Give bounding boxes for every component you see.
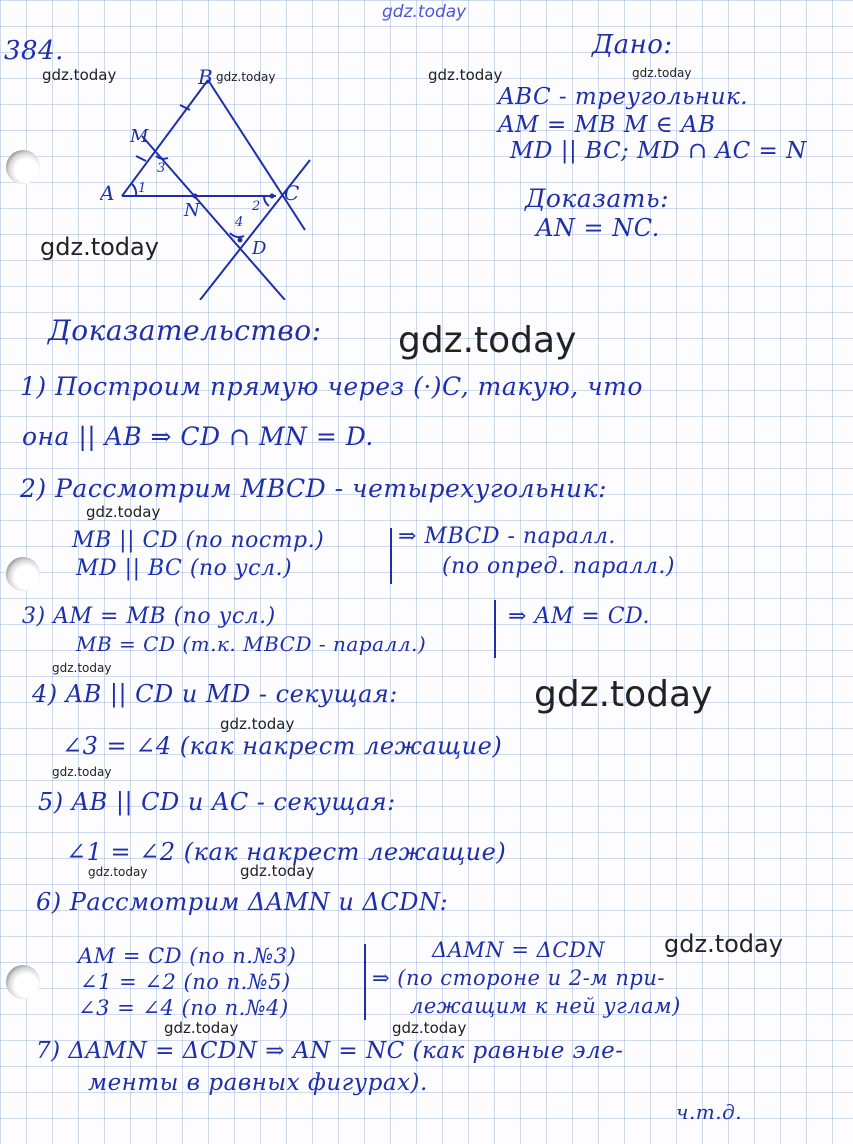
watermark: gdz.today bbox=[88, 865, 148, 879]
angle-2: 2 bbox=[252, 199, 261, 214]
given-line-1: ABC - треугольник. bbox=[498, 84, 749, 110]
label-A: A bbox=[100, 181, 115, 205]
label-D: D bbox=[252, 238, 267, 259]
watermark: gdz.today bbox=[220, 715, 295, 733]
watermark: gdz.today bbox=[42, 66, 117, 84]
step-3-c: ⇒ AM = CD. bbox=[508, 604, 650, 629]
step-5-line-2: ∠1 = ∠2 (как накрест лежащие) bbox=[66, 838, 507, 866]
step-6-line-1: 6) Рассмотрим ΔAMN и ΔCDN: bbox=[36, 888, 449, 916]
watermark: gdz.today bbox=[664, 930, 783, 958]
label-M: M bbox=[130, 126, 149, 147]
brace bbox=[390, 528, 392, 584]
step-7-line-1: 7) ΔAMN = ΔCDN ⇒ AN = NC (как равные эле- bbox=[36, 1038, 624, 1064]
watermark: gdz.today bbox=[240, 862, 315, 880]
angle-1: 1 bbox=[138, 181, 147, 196]
watermark: gdz.today bbox=[40, 233, 159, 261]
watermark: gdz.today bbox=[86, 503, 161, 521]
watermark: gdz.today bbox=[632, 66, 692, 80]
binder-hole bbox=[6, 557, 40, 591]
prove-line: AN = NC. bbox=[536, 214, 660, 242]
label-B: B bbox=[198, 65, 213, 89]
step-6-e: ⇒ (по стороне и 2-м при- bbox=[372, 966, 665, 990]
watermark: gdz.today bbox=[392, 1019, 467, 1037]
brace bbox=[364, 944, 366, 1020]
label-N: N bbox=[184, 200, 200, 221]
step-4-line-2: ∠3 = ∠4 (как накрест лежащие) bbox=[62, 732, 503, 760]
proof-title: Доказательство: bbox=[48, 314, 322, 347]
step-4-line-1: 4) AB || CD и MD - секущая: bbox=[32, 680, 398, 708]
step-7-line-2: менты в равных фигурах). bbox=[88, 1070, 428, 1096]
watermark: gdz.today bbox=[216, 70, 276, 84]
binder-hole bbox=[6, 150, 40, 184]
step-6-a: AM = CD (по п.№3) bbox=[78, 944, 297, 968]
step-3-b: MB = CD (т.к. MBCD - паралл.) bbox=[76, 632, 427, 656]
given-title: Дано: bbox=[592, 30, 673, 60]
step-2-line-1: 2) Рассмотрим MBCD - четырехугольник: bbox=[20, 474, 607, 503]
brace bbox=[494, 600, 496, 658]
watermark: gdz.today bbox=[52, 661, 112, 675]
step-3-a: 3) AM = MB (по усл.) bbox=[22, 604, 276, 629]
triangle-figure bbox=[100, 60, 420, 300]
binder-hole bbox=[6, 965, 40, 999]
angle-3: 3 bbox=[157, 161, 166, 176]
watermark: gdz.today bbox=[534, 674, 713, 715]
qed: ч.т.д. bbox=[676, 1100, 743, 1124]
step-6-b: ∠1 = ∠2 (по п.№5) bbox=[80, 970, 291, 994]
step-2-d: (по опред. паралл.) bbox=[442, 554, 676, 579]
prove-title: Доказать: bbox=[525, 184, 669, 213]
watermark: gdz.today bbox=[428, 66, 503, 84]
watermark: gdz.today bbox=[52, 765, 112, 779]
angle-4: 4 bbox=[235, 215, 244, 230]
given-line-2: AM = MB M ∈ AB bbox=[498, 112, 716, 138]
step-6-d: ΔAMN = ΔCDN bbox=[432, 938, 606, 962]
watermark: gdz.today bbox=[398, 320, 577, 361]
step-2-a: MB || CD (по постр.) bbox=[72, 528, 325, 553]
header-watermark: gdz.today bbox=[382, 2, 467, 22]
given-line-3: MD || BC; MD ∩ AC = N bbox=[510, 138, 807, 164]
step-6-f: лежащим к ней углам) bbox=[410, 994, 681, 1018]
step-2-b: MD || BC (по усл.) bbox=[76, 556, 293, 581]
step-1-line-2: она || AB ⇒ CD ∩ MN = D. bbox=[22, 422, 374, 451]
step-6-c: ∠3 = ∠4 (по п.№4) bbox=[78, 996, 289, 1020]
watermark: gdz.today bbox=[164, 1019, 239, 1037]
step-5-line-1: 5) AB || CD и AC - секущая: bbox=[38, 788, 396, 816]
problem-number: 384. bbox=[4, 36, 64, 66]
step-1-line-1: 1) Построим прямую через (·)C, такую, что bbox=[20, 372, 643, 401]
label-C: C bbox=[284, 181, 300, 205]
step-2-c: ⇒ MBCD - паралл. bbox=[398, 524, 616, 549]
